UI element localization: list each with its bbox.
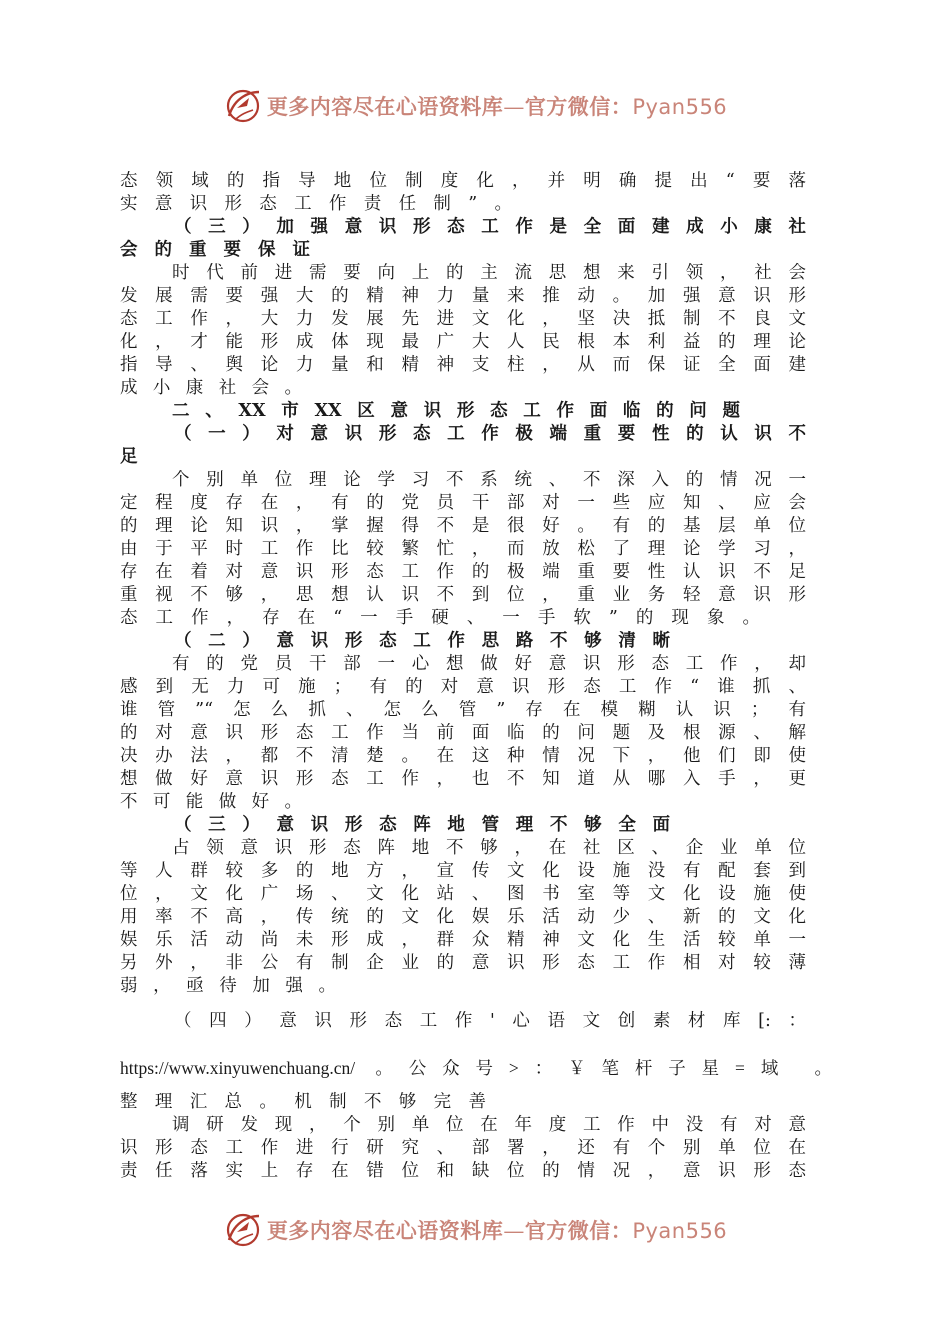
- watermark-wechat-id: Pyan556: [632, 1219, 728, 1243]
- text-line: 成小康社会。: [120, 378, 302, 398]
- text-line: 发展需要强大的精神力量来推动。加强意识形: [120, 286, 806, 306]
- text-line: 的理论知识，掌握得不是很好。有的基层单位: [120, 516, 806, 536]
- watermark-brand: 更多内容尽在心语资料库: [266, 1218, 504, 1243]
- text-line: 用率不高，传统的文化娱乐活动少、新的文化: [120, 907, 806, 927]
- text-line: 化，才能形成体现最广大人民根本利益的理论: [120, 332, 806, 352]
- watermark-header: [0, 84, 950, 128]
- text-line: 存在着对意识形态工作的极端重要性认识不足: [120, 562, 806, 582]
- section-heading: 会的重要保证: [120, 240, 310, 260]
- section-heading-mixed: （四）意识形态工作'心语文创素材库[:：: [174, 1011, 806, 1031]
- watermark-dash: —: [503, 1219, 525, 1243]
- pen-logo-icon: [223, 1210, 263, 1250]
- text-line: 个别单位理论学习不系统、不深入的情况一: [172, 470, 806, 490]
- text-line: 识形态工作进行研究、部署，还有个别单位在: [120, 1138, 806, 1158]
- watermark-footer: [0, 1208, 950, 1252]
- text-line: 想做好意识形态工作，也不知道从哪入手，更: [120, 769, 806, 789]
- text-line: 指导、舆论力量和精神支柱，从而保证全面建: [120, 355, 806, 375]
- section-heading: （一）对意识形态工作极端重要性的认识不: [174, 424, 806, 444]
- section-heading: （三）加强意识形态工作是全面建成小康社: [174, 217, 806, 237]
- text-line: 实意识形态工作责任制”。: [120, 194, 512, 214]
- section-heading: （三）意识形态阵地管理不够全面: [174, 815, 670, 835]
- watermark-text: [267, 1215, 727, 1245]
- text-line: 责任落实上存在错位和缺位的情况，意识形态: [120, 1161, 806, 1181]
- text-line: 的对意识形态工作当前面临的问题及根源、解: [120, 723, 806, 743]
- text-line: 由于平时工作比较繁忙，而放松了理论学习，: [120, 539, 806, 559]
- chapter-heading: 二、XX市XX区意识形态工作面临的问题: [172, 401, 740, 421]
- watermark-brand: 更多内容尽在心语资料库: [266, 94, 504, 119]
- text-line: 等人群较多的地方，宣传文化设施没有配套到: [120, 861, 806, 881]
- text-line: 调研发现，个别单位在年度工作中没有对意: [172, 1115, 806, 1135]
- text-line: 娱乐活动尚未形成，群众精神文化生活较单一: [120, 930, 806, 950]
- text-line: 态工作，大力发展先进文化，坚决抵制不良文: [120, 309, 806, 329]
- text-line: 时代前进需要向上的主流思想来引领，社会: [172, 263, 806, 283]
- text-line: 定程度存在，有的党员干部对一些应知、应会: [120, 493, 806, 513]
- text-line: 谁管”“怎么抓、怎么管”存在模糊认识；有: [120, 700, 806, 720]
- text-line: 感到无力可施；有的对意识形态工作“谁抓、: [120, 677, 806, 697]
- text-line: 不可能做好。: [120, 792, 302, 812]
- text-line: 有的党员干部一心想做好意识形态工作，却: [172, 654, 806, 674]
- watermark-official: 官方微信：: [524, 94, 633, 119]
- text-line: 另外，非公有制企业的意识形态工作相对较薄: [120, 953, 806, 973]
- watermark-text: [267, 91, 727, 121]
- watermark-official: 官方微信：: [524, 1218, 633, 1243]
- text-line: 弱，亟待加强。: [120, 976, 336, 996]
- text-line: 决办法，都不清楚。在这种情况下，他们即使: [120, 746, 806, 766]
- section-heading: （二）意识形态工作思路不够清晰: [174, 631, 670, 651]
- text-line: 位，文化广场、文化站、图书室等文化设施使: [120, 884, 806, 904]
- pen-logo-icon: [223, 86, 263, 126]
- watermark-wechat-id: Pyan556: [632, 95, 728, 119]
- url-line: https://www.xinyuwenchuang.cn/ 。公众号>：￥笔杆子星=域 。: [120, 1058, 832, 1078]
- text-line: 整理汇总。机制不够完善: [120, 1092, 486, 1112]
- text-line: 占领意识形态阵地不够，在社区、企业单位: [172, 838, 806, 858]
- watermark-dash: —: [503, 95, 525, 119]
- text-line: 重视不够，思想认识不到位，重业务轻意识形: [120, 585, 806, 605]
- text-line: 态工作，存在“一手硬、一手软”的现象。: [120, 608, 760, 628]
- text-line: 态领域的指导地位制度化，并明确提出“要落: [120, 171, 806, 191]
- section-heading: 足: [120, 447, 138, 467]
